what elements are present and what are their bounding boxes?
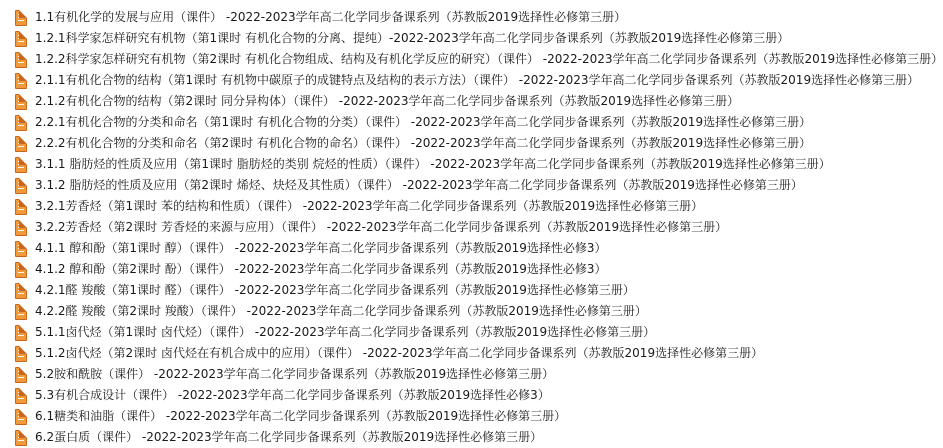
file-name: 3.2.1芳香烃（第1课时 苯的结构和性质）（课件） -2022-2023学年高二化学同步备课系列（苏教版2019选择性必修第三册） <box>35 199 704 213</box>
file-item[interactable] <box>0 7 627 28</box>
file-item[interactable] <box>0 259 622 280</box>
document-icon <box>15 409 27 425</box>
file-item[interactable] <box>0 154 831 175</box>
file-name: 3.1.1 脂肪烃的性质及应用（第1课时 脂肪烃的类别 烷烃的性质）（课件） -2022-2023学年高二化学同步备课系列（苏教版2019选择性必修第三册） <box>35 157 831 171</box>
file-name: 4.1.1 醇和酚（第1课时 醇）（课件） -2022-2023学年高二化学同步备课系列（苏教版2019选择性必修3） <box>35 241 607 255</box>
document-icon <box>15 73 27 89</box>
file-item[interactable] <box>0 343 764 364</box>
file-name: 3.1.2 脂肪烃的性质及应用（第2课时 烯烃、炔烃及其性质）（课件） -2022-2023学年高二化学同步备课系列（苏教版2019选择性必修第三册） <box>35 178 803 192</box>
file-item[interactable] <box>0 49 943 70</box>
document-icon <box>15 178 27 194</box>
file-name: 2.1.1有机化合物的结构（第1课时 有机物中碳原子的成键特点及结构的表示方法）（课件） -2022-2023学年高二化学同步备课系列（苏教版2019选择性必修第三册） <box>35 73 920 87</box>
file-item[interactable] <box>0 217 728 238</box>
file-item[interactable] <box>0 280 635 301</box>
file-name: 4.2.2醛 羧酸（第2课时 羧酸）（课件） -2022-2023学年高二化学同步备课系列（苏教版2019选择性必修第三册） <box>35 304 647 318</box>
file-name: 6.2蛋白质（课件） -2022-2023学年高二化学同步备课系列（苏教版2019选择性必修第三册） <box>35 430 543 444</box>
file-name: 4.1.2 醇和酚（第2课时 酚）（课件） -2022-2023学年高二化学同步备课系列（苏教版2019选择性必修3） <box>35 262 607 276</box>
file-item[interactable] <box>0 112 812 133</box>
file-item[interactable] <box>0 364 622 385</box>
file-item[interactable] <box>0 175 803 196</box>
file-item[interactable] <box>0 301 647 322</box>
file-name: 5.2胺和酰胺（课件） -2022-2023学年高二化学同步备课系列（苏教版2019选择性必修第三册） <box>35 367 555 381</box>
file-item[interactable] <box>0 385 622 406</box>
file-item[interactable] <box>0 196 704 217</box>
document-icon <box>15 220 27 236</box>
file-name: 3.2.2芳香烃（第2课时 芳香烃的来源与应用）（课件） -2022-2023学年高二化学同步备课系列（苏教版2019选择性必修第三册） <box>35 220 728 234</box>
file-item[interactable] <box>0 70 920 91</box>
document-icon <box>15 115 27 131</box>
file-name: 5.1.2卤代烃（第2课时 卤代烃在有机合成中的应用）（课件） -2022-2023学年高二化学同步备课系列（苏教版2019选择性必修第三册） <box>35 346 764 360</box>
file-item[interactable] <box>0 28 790 49</box>
document-icon <box>15 241 27 257</box>
document-icon <box>15 346 27 362</box>
document-icon <box>15 94 27 110</box>
file-name: 1.1有机化学的发展与应用（课件） -2022-2023学年高二化学同步备课系列（苏教版2019选择性必修第三册） <box>35 10 627 24</box>
file-name: 5.3有机合成设计（课件） -2022-2023学年高二化学同步备课系列（苏教版2019选择性必修3） <box>35 388 550 402</box>
document-icon <box>15 367 27 383</box>
file-name: 2.2.1有机化合物的分类和命名（第1课时 有机化合物的分类）（课件） -2022-2023学年高二化学同步备课系列（苏教版2019选择性必修第三册） <box>35 115 812 129</box>
file-item[interactable] <box>0 133 812 154</box>
document-icon <box>15 283 27 299</box>
file-name: 2.2.2有机化合物的分类和命名（第2课时 有机化合物的命名）（课件） -2022-2023学年高二化学同步备课系列（苏教版2019选择性必修第三册） <box>35 136 812 150</box>
document-icon <box>15 262 27 278</box>
file-item[interactable] <box>0 406 622 427</box>
file-item[interactable] <box>0 91 740 112</box>
document-icon <box>15 10 27 26</box>
file-name: 5.1.1卤代烃（第1课时 卤代烃）（课件） -2022-2023学年高二化学同步备课系列（苏教版2019选择性必修第三册） <box>35 325 656 339</box>
file-name: 4.2.1醛 羧酸（第1课时 醛）（课件） -2022-2023学年高二化学同步备课系列（苏教版2019选择性必修第三册） <box>35 283 635 297</box>
document-icon <box>15 199 27 215</box>
document-icon <box>15 136 27 152</box>
document-icon <box>15 31 27 47</box>
document-icon <box>15 430 27 446</box>
file-name: 2.1.2有机化合物的结构（第2课时 同分异构体）（课件） -2022-2023学年高二化学同步备课系列（苏教版2019选择性必修第三册） <box>35 94 740 108</box>
document-icon <box>15 304 27 320</box>
file-item[interactable] <box>0 427 622 448</box>
document-icon <box>15 52 27 68</box>
file-item[interactable] <box>0 322 656 343</box>
document-icon <box>15 325 27 341</box>
file-name: 6.1糖类和油脂（课件） -2022-2023学年高二化学同步备课系列（苏教版2019选择性必修第三册） <box>35 409 567 423</box>
document-icon <box>15 388 27 404</box>
file-name: 1.2.2科学家怎样研究有机物（第2课时 有机化合物组成、结构及有机化学反应的研究）（课件） -2022-2023学年高二化学同步备课系列（苏教版2019选择性必修第三册） <box>35 52 943 66</box>
document-icon <box>15 157 27 173</box>
file-item[interactable] <box>0 238 622 259</box>
file-name: 1.2.1科学家怎样研究有机物（第1课时 有机化合物的分离、提纯）-2022-2023学年高二化学同步备课系列（苏教版2019选择性必修第三册） <box>35 31 790 45</box>
